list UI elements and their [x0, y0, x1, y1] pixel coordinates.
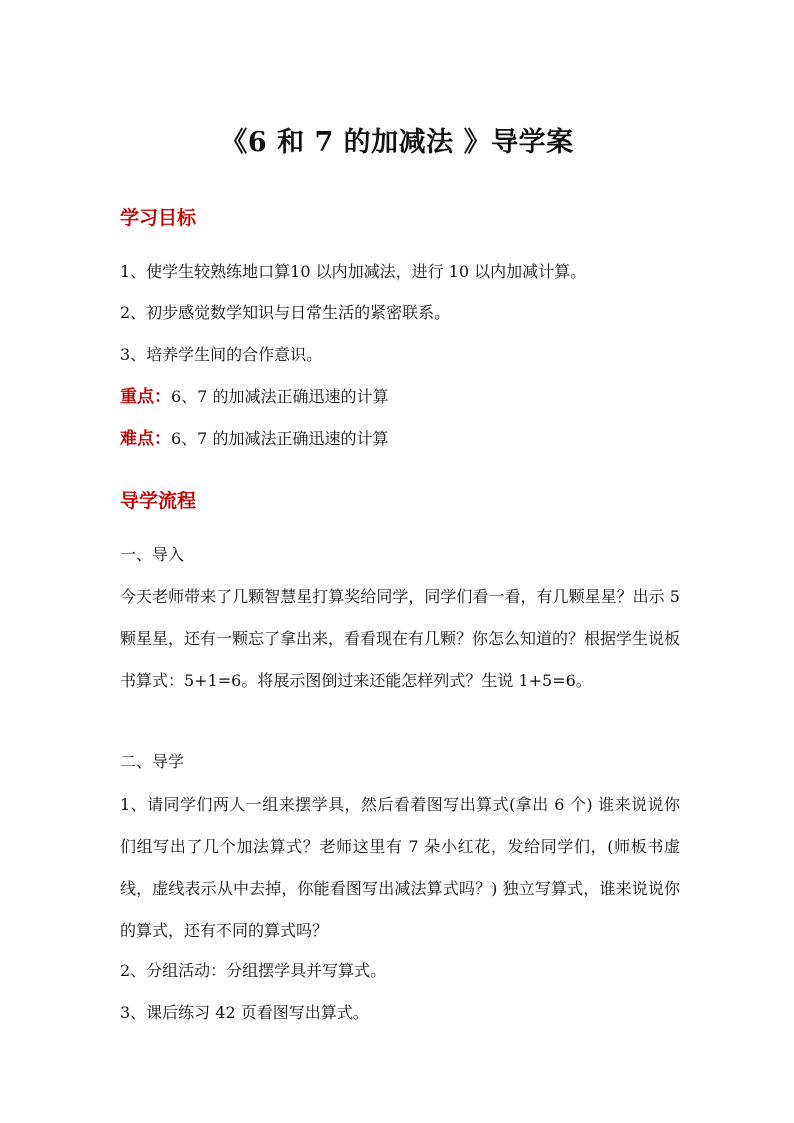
- part2-item-3: 3、课后练习 42 页看图写出算式。: [120, 1003, 369, 1022]
- goal-item-3: 3、培养学生间的合作意识。: [120, 345, 323, 364]
- goals-heading: 学习目标: [120, 207, 197, 229]
- difficult-point: [120, 429, 680, 449]
- key-point-label: 重点：: [120, 387, 171, 407]
- document-title: 《6 和 7 的加减法 》导学案: [220, 127, 574, 158]
- part1-heading: 一、导入: [120, 545, 185, 564]
- goal-item-1: 1、使学生较熟练地口算10 以内加减法，进行 10 以内加减计算。: [120, 262, 587, 281]
- difficult-point-label: 难点：: [120, 429, 171, 449]
- difficult-point-text: 6、7 的加减法正确迅速的计算: [171, 429, 389, 448]
- goal-item-2: 2、初步感觉数学知识与日常生活的紧密联系。: [120, 303, 451, 322]
- part2-item-1: 1、请同学们两人一组来摆学具，然后看着图写出算式(拿出 6 个) 谁来说说你们组写出了几个加法算式？老师这里有 7 朵小红花，发给同学们，(师板书虚线，虚线表示从中去掉，你能看图写出减法算式吗？) 独立写算式，谁来说说你的算式，还有不同的算式吗？: [120, 795, 680, 940]
- key-point-text: 6、7 的加减法正确迅速的计算: [171, 387, 389, 406]
- key-point: [120, 387, 680, 407]
- part2-heading: 二、导学: [120, 752, 185, 771]
- flow-heading: 导学流程: [120, 490, 197, 512]
- part2-item-2: 2、分组活动：分组摆学具并写算式。: [120, 961, 387, 980]
- part1-text: 今天老师带来了几颗智慧星打算奖给同学，同学们看一看，有几颗星星？出示 5 颗星星，还有一颗忘了拿出来，看看现在有几颗？你怎么知道的？根据学生说板书算式：5+1=6。将展示图倒过来还能怎样列式？生说 1+5=6。: [120, 587, 681, 690]
